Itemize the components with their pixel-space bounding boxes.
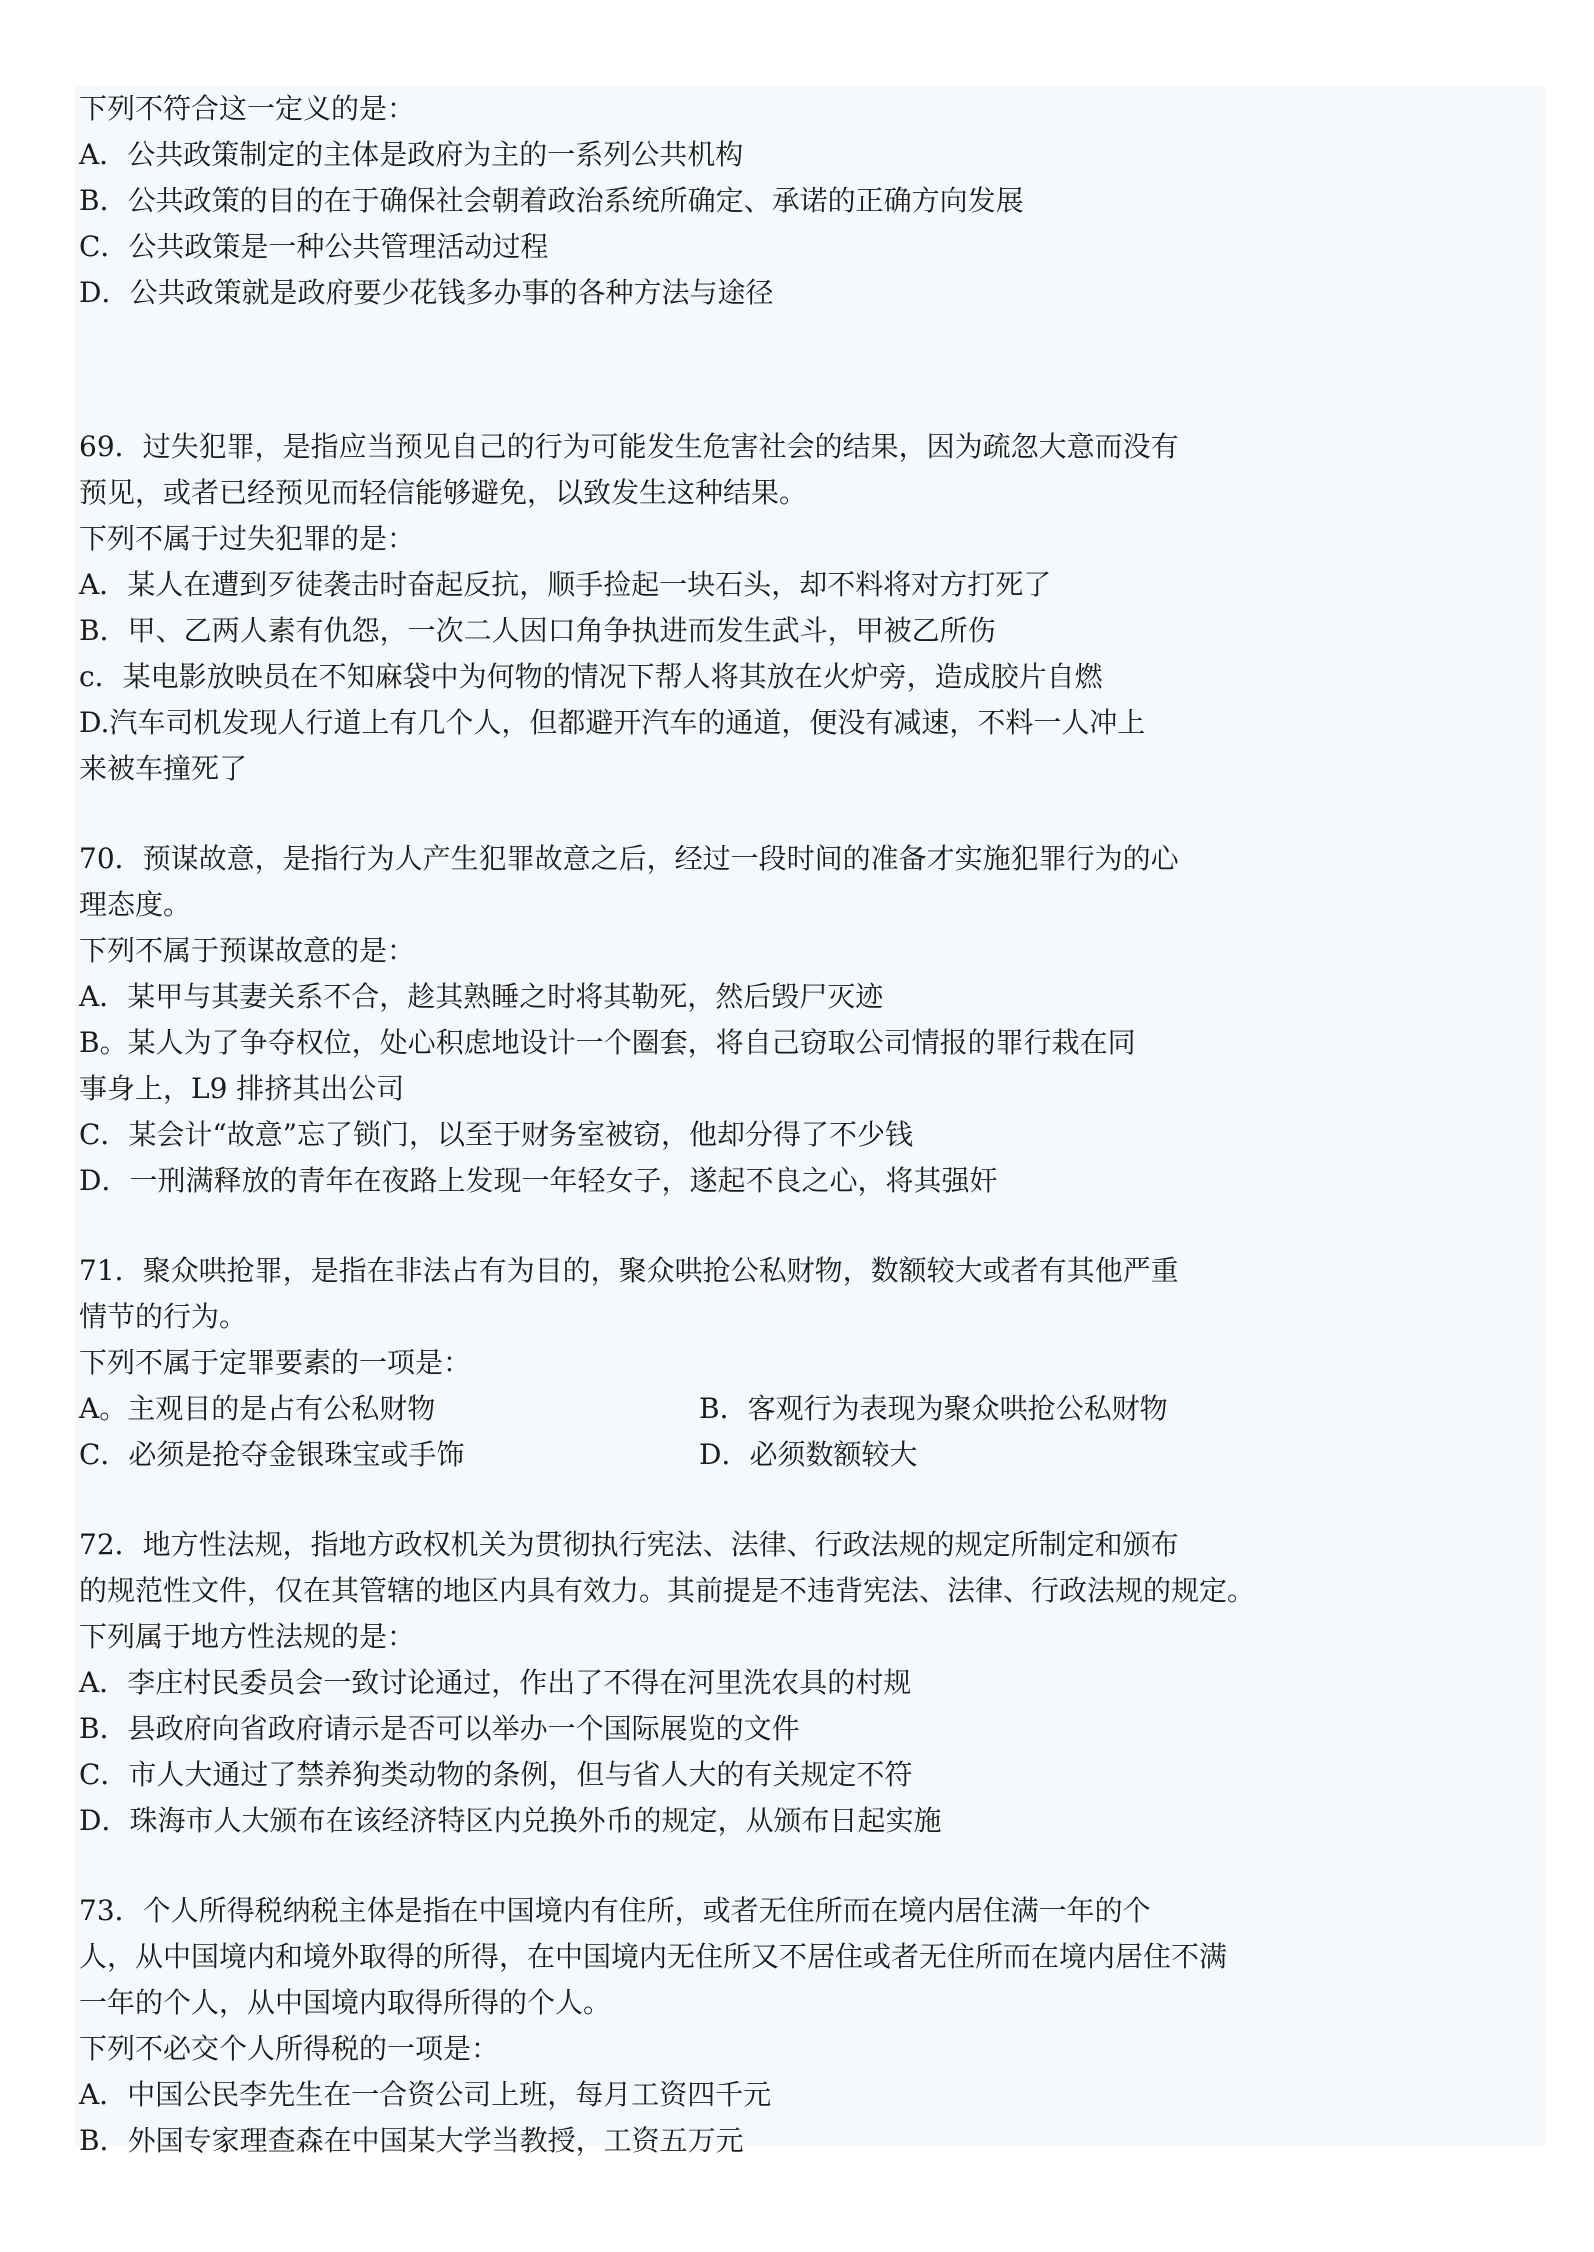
intro-option-a: A．公共政策制定的主体是政府为主的一系列公共机构	[79, 138, 744, 171]
q72-option-a: A．李庄村民委员会一致讨论通过，作出了不得在河里洗农具的村规	[79, 1666, 912, 1699]
spacer	[79, 792, 1549, 836]
intro-option-c: C．公共政策是一种公共管理活动过程	[79, 230, 549, 263]
q69-option-a: A．某人在遭到歹徒袭击时奋起反抗，顺手捡起一块石头，却不料将对方打死了	[79, 568, 1052, 601]
q71-options-row-2	[79, 1432, 1549, 1478]
q72-stem: 下列属于地方性法规的是：	[79, 1620, 416, 1653]
q70-text-line-2: 理态度。	[79, 888, 192, 921]
q72-option-b: B．县政府向省政府请示是否可以举办一个国际展览的文件	[79, 1712, 800, 1745]
q69-option-b: B．甲、乙两人素有仇怨，一次二人因口角争执进而发生武斗，甲被乙所伤	[79, 614, 996, 647]
q71-option-b: B．客观行为表现为聚众哄抢公私财物	[699, 1392, 1168, 1425]
q69-option-d: D.汽车司机发现人行道上有几个人，但都避开汽车的通道，便没有减速，不料一人冲上	[79, 706, 1146, 739]
q70-option-b: B。某人为了争夺权位，处心积虑地设计一个圈套，将自己窃取公司情报的罪行栽在同	[79, 1026, 1136, 1059]
spacer	[79, 1204, 1549, 1248]
intro-option-b: B．公共政策的目的在于确保社会朝着政治系统所确定、承诺的正确方向发展	[79, 184, 1024, 217]
q73-stem: 下列不必交个人所得税的一项是：	[79, 2032, 500, 2065]
q71-text-line-2: 情节的行为。	[79, 1300, 248, 1333]
spacer	[79, 1478, 1549, 1522]
q69-text-line-2: 预见，或者已经预见而轻信能够避免，以致发生这种结果。	[79, 476, 808, 509]
q72-option-d: D．珠海市人大颁布在该经济特区内兑换外币的规定，从颁布日起实施	[79, 1804, 942, 1837]
q72-text-line-1: 72．地方性法规，指地方政权机关为贯彻执行宪法、法律、行政法规的规定所制定和颁布	[79, 1528, 1179, 1561]
q69-text-line-1: 69．过失犯罪，是指应当预见自己的行为可能发生危害社会的结果，因为疏忽大意而没有	[79, 430, 1179, 463]
q72-text-line-2: 的规范性文件，仅在其管辖的地区内具有效力。其前提是不违背宪法、法律、行政法规的规定。	[79, 1574, 1256, 1607]
q69-option-d-cont: 来被车撞死了	[79, 752, 248, 785]
intro-option-d: D．公共政策就是政府要少花钱多办事的各种方法与途径	[79, 276, 774, 309]
q70-option-a: A．某甲与其妻关系不合，趁其熟睡之时将其勒死，然后毁尸灭迹	[79, 980, 884, 1013]
intro-stem: 下列不符合这一定义的是：	[79, 92, 416, 125]
q72-option-c: C．市人大通过了禁养狗类动物的条例，但与省人大的有关规定不符	[79, 1758, 913, 1791]
q71-option-a: A。主观目的是占有公私财物	[79, 1392, 436, 1425]
q71-text-line-1: 71．聚众哄抢罪，是指在非法占有为目的，聚众哄抢公私财物，数额较大或者有其他严重	[79, 1254, 1179, 1287]
q70-option-c: C．某会计“故意”忘了锁门，以至于财务室被窃，他却分得了不少钱	[79, 1118, 914, 1151]
q73-option-b: B．外国专家理查森在中国某大学当教授，工资五万元	[79, 2124, 744, 2157]
q70-option-b-cont: 事身上，L9 排挤其出公司	[79, 1072, 405, 1105]
q69-stem: 下列不属于过失犯罪的是：	[79, 522, 416, 555]
q71-option-c: C．必须是抢夺金银珠宝或手饰	[79, 1438, 465, 1471]
spacer	[79, 316, 1549, 424]
q73-option-a: A．中国公民李先生在一合资公司上班，每月工资四千元	[79, 2078, 772, 2111]
q71-stem: 下列不属于定罪要素的一项是：	[79, 1346, 472, 1379]
q71-option-d: D．必须数额较大	[699, 1438, 918, 1471]
document-page	[75, 86, 1545, 2157]
q70-option-d: D．一刑满释放的青年在夜路上发现一年轻女子，遂起不良之心，将其强奸	[79, 1164, 998, 1197]
spacer	[79, 1844, 1549, 1888]
q73-text-line-1: 73．个人所得税纳税主体是指在中国境内有住所，或者无住所而在境内居住满一年的个	[79, 1894, 1151, 1927]
q73-text-line-3: 一年的个人，从中国境内取得所得的个人。	[79, 1986, 612, 2019]
q69-option-c: c．某电影放映员在不知麻袋中为何物的情况下帮人将其放在火炉旁，造成胶片自燃	[79, 660, 1103, 693]
q70-text-line-1: 70．预谋故意，是指行为人产生犯罪故意之后，经过一段时间的准备才实施犯罪行为的心	[79, 842, 1179, 875]
q73-text-line-2: 人，从中国境内和境外取得的所得，在中国境内无住所又不居住或者无住所而在境内居住不满	[79, 1940, 1228, 1973]
q70-stem: 下列不属于预谋故意的是：	[79, 934, 416, 967]
q71-options-row-1	[79, 1386, 1549, 1432]
document-content	[75, 86, 1549, 2164]
